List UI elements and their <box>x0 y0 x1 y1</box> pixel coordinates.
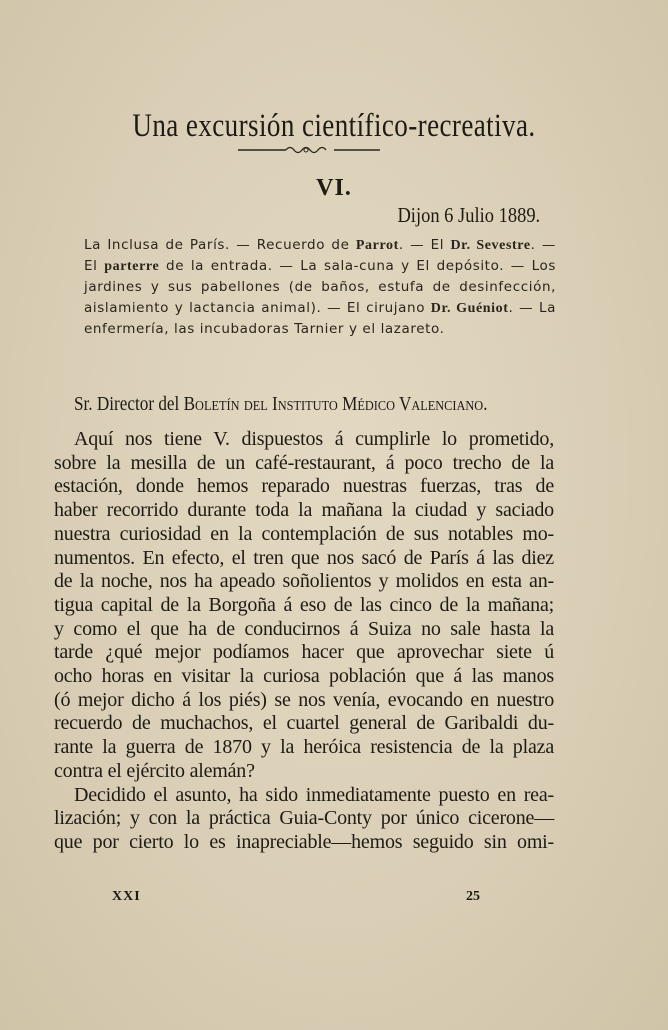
signature-mark: XXI <box>112 889 141 904</box>
summary-text: de la entrada. — La sala-cuna y El depósito. — Los jardines y sus pabellones (de baños, estufa de desinfección, aislamiento y lactancia animal). — El cirujano <box>84 258 557 316</box>
text-line: tigua capital de la Borgoña á eso de las cinco de la mañana; <box>54 593 554 616</box>
salutation <box>74 394 487 416</box>
ornamental-flourish-icon <box>238 144 380 156</box>
text-line: lización; y con la práctica Guia-Conty por único cicerone— <box>54 807 554 830</box>
salutation-prefix: Sr. Director del <box>74 394 180 415</box>
chapter-summary <box>84 235 556 340</box>
text-line: contra el ejército alemán? <box>54 759 255 782</box>
text-line: haber recorrido durante toda la mañana la ciudad y saciado <box>54 499 554 522</box>
text-line: recuerdo de muchachos, el cuartel general de Garibaldi du- <box>54 712 554 735</box>
text-line: Decidido el asunto, ha sido inmediatamente puesto en rea- <box>74 783 554 806</box>
text-line: y como el que ha de conducirnos á Suiza no sale hasta la <box>54 617 554 640</box>
summary-text: . — La enfermería, las incubadoras Tarnier y el lazareto. <box>84 300 556 337</box>
text-line: sobre la mesilla de un café-restaurant, á poco trecho de la <box>54 451 554 474</box>
text-line: (ó mejor dicho á los piés) se nos venía, evocando en nuestro <box>54 688 554 711</box>
text-line: que por cierto lo es inapreciable—hemos seguido sin omi- <box>54 830 554 853</box>
text-line: estación, donde hemos reparado nuestras fuerzas, tras de <box>54 475 554 498</box>
text-line: nuestra curiosidad en la contemplación de sus notables mo- <box>54 522 554 545</box>
article-title: Una excursión científico-recreativa. <box>132 108 536 144</box>
text-line: de la noche, nos ha apeado soñolientos y molidos en esta an- <box>54 570 554 593</box>
text-line: numentos. En efecto, el tren que nos sacó de París á las diez <box>54 546 554 569</box>
section-number: VI. <box>316 175 352 201</box>
summary-name: Dr. Guéniot <box>430 301 509 316</box>
summary-text: . — El <box>398 237 451 253</box>
paragraph <box>54 428 554 784</box>
text-line: Aquí nos tiene V. dispuestos á cumplirle lo prometido, <box>74 428 554 450</box>
body-text <box>54 428 554 855</box>
text-line: rante la guerra de 1870 y la heróica resistencia de la plaza <box>54 736 554 759</box>
summary-text: . — El <box>84 237 557 274</box>
summary-name: parterre <box>104 259 160 274</box>
page-number: 25 <box>466 889 480 904</box>
dateline: Dijon 6 Julio 1889. <box>397 203 540 227</box>
text-line: ocho horas en visitar la curiosa población que á las manos <box>54 665 554 688</box>
journal-name: Boletín del Instituto Médico Valenciano. <box>183 394 488 415</box>
paragraph <box>54 784 554 855</box>
summary-text: La Inclusa de París. — Recuerdo de <box>84 237 356 253</box>
text-line: tarde ¿qué mejor podíamos hacer que aprovechar siete ú <box>54 641 554 664</box>
summary-name: Parrot <box>355 238 399 253</box>
summary-name: Dr. Sevestre <box>450 238 531 253</box>
